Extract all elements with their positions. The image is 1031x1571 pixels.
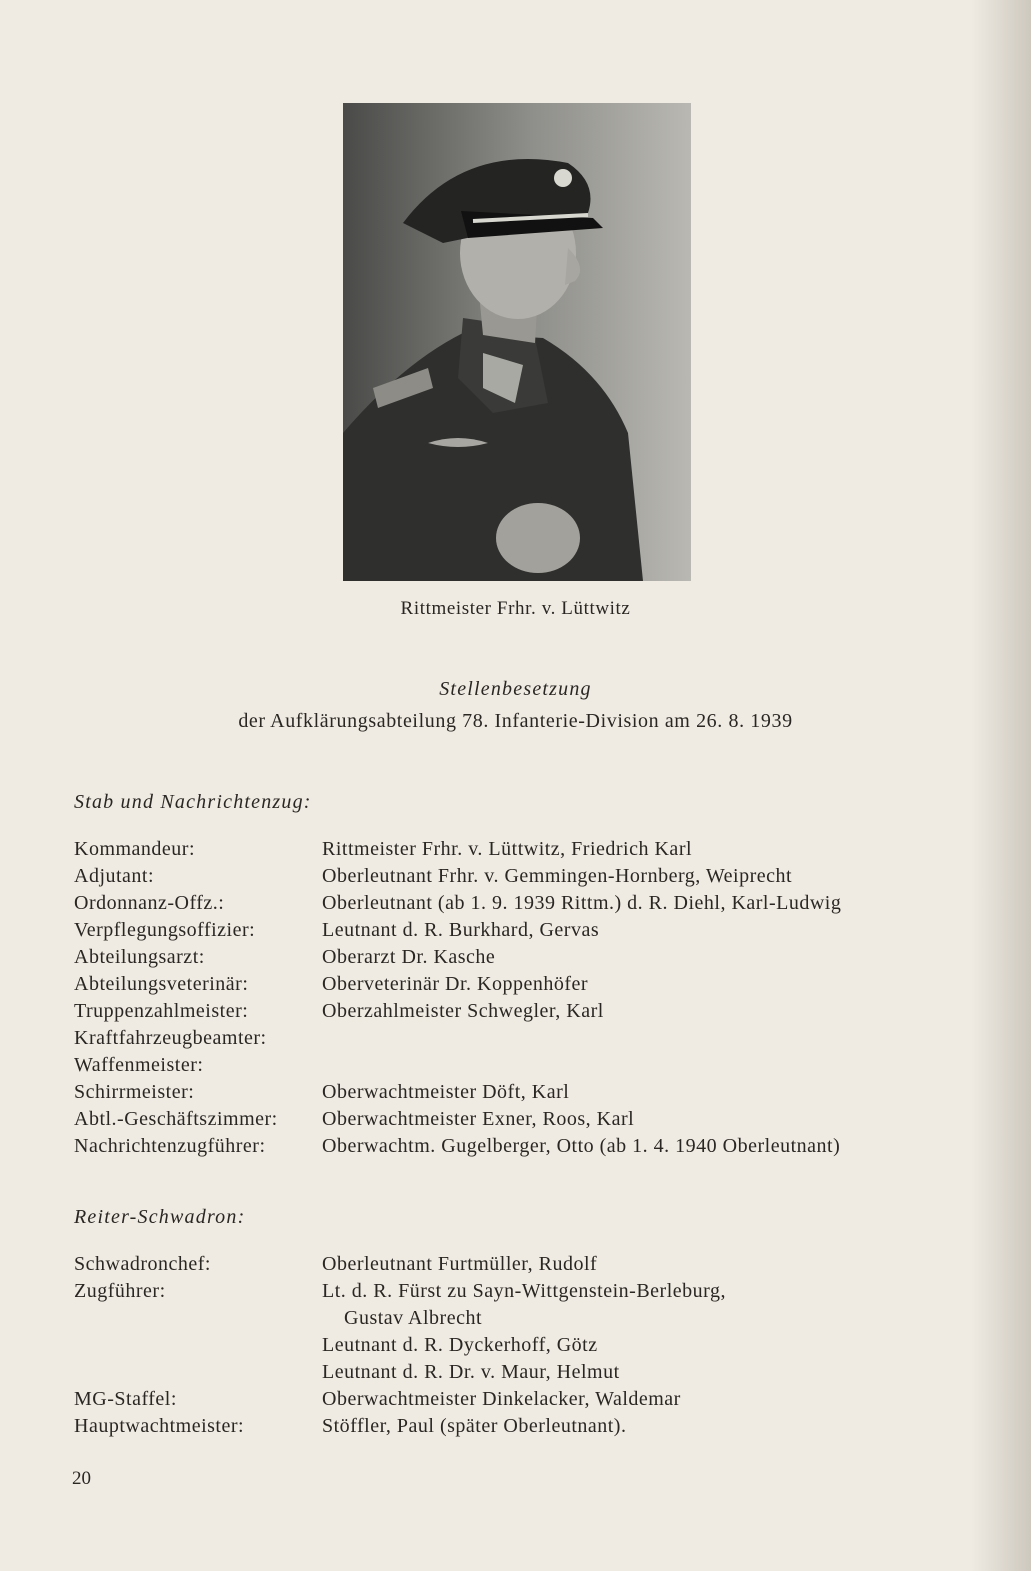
roster-row xyxy=(74,863,974,890)
person-name: Oberleutnant Furtmüller, Rudolf xyxy=(322,1253,598,1275)
role-label: Schwadronchef: xyxy=(74,1253,211,1275)
person-name: Gustav Albrecht xyxy=(344,1307,483,1329)
person-name: Oberleutnant Frhr. v. Gemmingen-Hornberg, Weiprecht xyxy=(322,865,793,887)
roster-row xyxy=(74,1079,974,1106)
role-label: MG-Staffel: xyxy=(74,1388,177,1410)
section-title-staff: Stab und Nachrichtenzug: xyxy=(74,791,312,813)
roster-row xyxy=(74,917,974,944)
roster-row xyxy=(74,1251,974,1278)
person-name: Leutnant d. R. Dr. v. Maur, Helmut xyxy=(322,1361,620,1383)
page-number: 20 xyxy=(72,1468,91,1489)
staff-roster xyxy=(74,836,974,1160)
role-label: Schirrmeister: xyxy=(74,1081,195,1103)
role-label: Abtl.-Geschäftszimmer: xyxy=(74,1108,278,1130)
person-name: Oberzahlmeister Schwegler, Karl xyxy=(322,1000,604,1022)
role-label: Verpflegungsoffizier: xyxy=(74,919,256,941)
role-label: Zugführer: xyxy=(74,1280,166,1302)
person-name: Stöffler, Paul (später Oberleutnant). xyxy=(322,1415,627,1437)
role-label: Abteilungsveterinär: xyxy=(74,973,249,995)
person-name: Leutnant d. R. Burkhard, Gervas xyxy=(322,919,600,941)
roster-row xyxy=(74,1106,974,1133)
person-name: Rittmeister Frhr. v. Lüttwitz, Friedrich Karl xyxy=(322,838,693,860)
portrait-illustration xyxy=(343,103,691,581)
roster-row xyxy=(74,1305,974,1332)
document-subtitle: der Aufklärungsabteilung 78. Infanterie-Division am 26. 8. 1939 xyxy=(238,710,793,732)
section-title-squadron: Reiter-Schwadron: xyxy=(74,1206,246,1228)
roster-row xyxy=(74,836,974,863)
document-title: Stellenbesetzung xyxy=(439,678,592,700)
roster-row xyxy=(74,1025,974,1052)
squadron-roster xyxy=(74,1251,974,1440)
role-label: Kommandeur: xyxy=(74,838,196,860)
photo-caption: Rittmeister Frhr. v. Lüttwitz xyxy=(400,598,631,619)
role-label: Kraftfahrzeugbeamter: xyxy=(74,1027,267,1049)
roster-row xyxy=(74,1332,974,1359)
roster-row xyxy=(74,1413,974,1440)
role-label: Nachrichtenzugführer: xyxy=(74,1135,266,1157)
role-label: Truppenzahlmeister: xyxy=(74,1000,249,1022)
person-name: Lt. d. R. Fürst zu Sayn-Wittgenstein-Berleburg, xyxy=(322,1280,726,1302)
person-name: Oberwachtmeister Exner, Roos, Karl xyxy=(322,1108,635,1130)
person-name: Oberwachtmeister Dinkelacker, Waldemar xyxy=(322,1388,681,1410)
role-label: Adjutant: xyxy=(74,865,155,887)
person-name: Oberveterinär Dr. Koppenhöfer xyxy=(322,973,589,995)
role-label: Hauptwachtmeister: xyxy=(74,1415,245,1437)
roster-row xyxy=(74,890,974,917)
role-label: Waffenmeister: xyxy=(74,1054,204,1076)
person-name: Oberarzt Dr. Kasche xyxy=(322,946,496,968)
roster-row xyxy=(74,1278,974,1305)
roster-row xyxy=(74,971,974,998)
person-name: Leutnant d. R. Dyckerhoff, Götz xyxy=(322,1334,598,1356)
person-name: Oberwachtmeister Döft, Karl xyxy=(322,1081,570,1103)
roster-row xyxy=(74,944,974,971)
portrait-photo xyxy=(343,103,691,581)
roster-row xyxy=(74,1052,974,1079)
person-name: Oberleutnant (ab 1. 9. 1939 Rittm.) d. R. Diehl, Karl-Ludwig xyxy=(322,892,842,914)
roster-row xyxy=(74,1359,974,1386)
person-name: Oberwachtm. Gugelberger, Otto (ab 1. 4. 1940 Oberleutnant) xyxy=(322,1135,841,1157)
roster-row xyxy=(74,1133,974,1160)
role-label: Ordonnanz-Offz.: xyxy=(74,892,225,914)
page-edge-shadow xyxy=(971,0,1031,1571)
roster-row xyxy=(74,998,974,1025)
roster-row xyxy=(74,1386,974,1413)
role-label: Abteilungsarzt: xyxy=(74,946,205,968)
